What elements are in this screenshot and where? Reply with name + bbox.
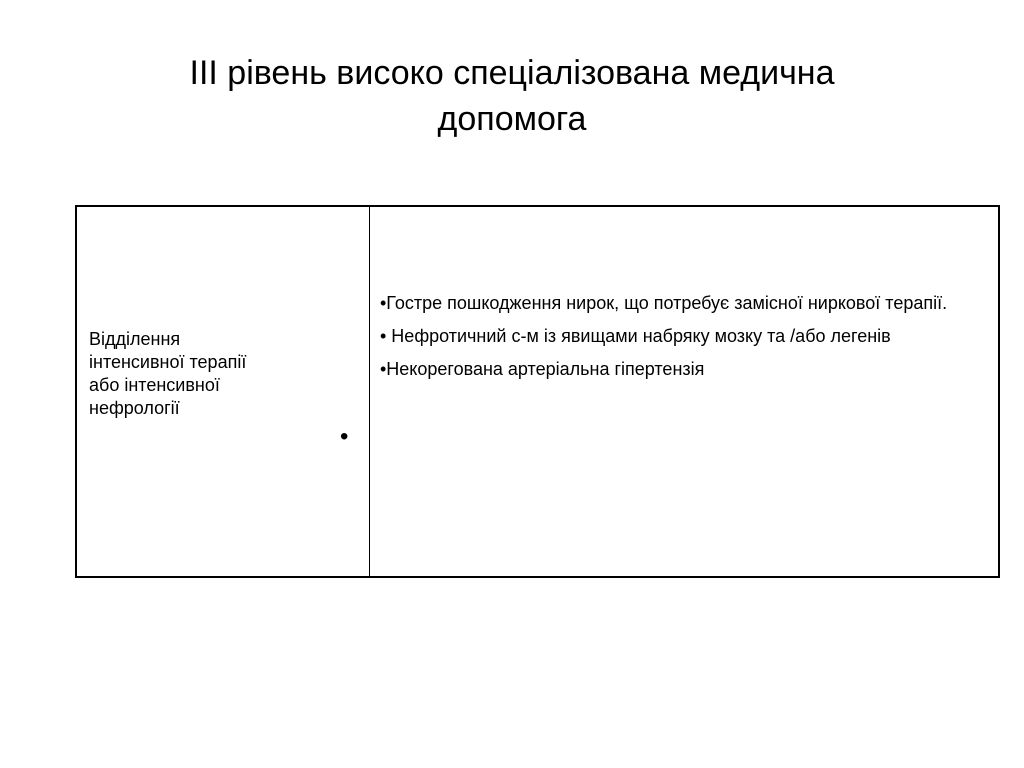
indication-item: •Некорегована артеріальна гіпертензія (380, 359, 705, 379)
slide-title-line-1: III рівень високо спеціалізована медична (189, 54, 835, 92)
stray-bullet: • (340, 423, 349, 450)
content-table (75, 205, 1000, 578)
indication-item: •Гостре пошкодження нирок, що потребує замісної ниркової терапії. (380, 293, 948, 313)
column-divider (369, 207, 370, 576)
indications-cell (380, 291, 995, 390)
department-line: нефрології (89, 398, 180, 418)
slide-title (60, 50, 964, 142)
indication-item: • Нефротичний с-м із явищами набряку мозку та /або легенів (380, 326, 891, 346)
department-cell (89, 328, 359, 420)
department-line: інтенсивної терапії (89, 352, 247, 372)
department-line: або інтенсивної (89, 375, 220, 395)
department-line: Відділення (89, 329, 181, 349)
slide-title-line-2: допомога (437, 100, 587, 138)
